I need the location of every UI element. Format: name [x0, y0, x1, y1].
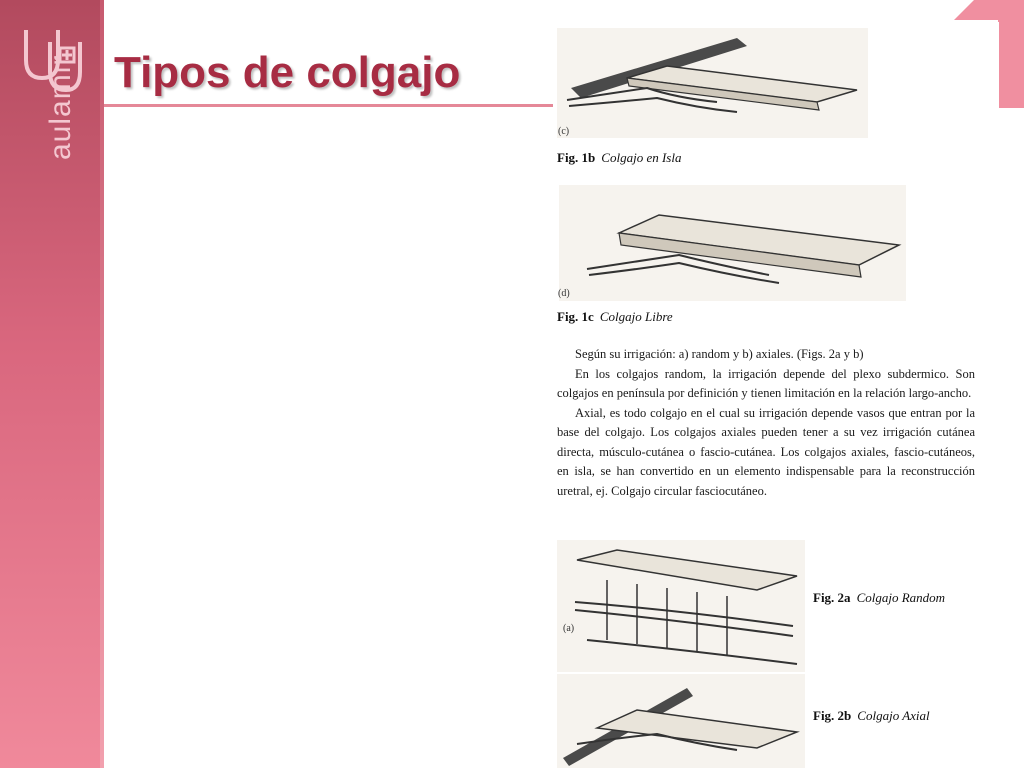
figure-2b-title: Colgajo Axial [857, 708, 930, 723]
figure-1b-letter: (c) [558, 126, 570, 137]
figure-2a-number: Fig. 2a [813, 590, 851, 605]
figure-2a-caption [813, 590, 945, 606]
figure-1b-caption [557, 150, 681, 166]
figure-1c-image [559, 185, 906, 301]
paragraph: Axial, es todo colgajo en el cual su irrigación depende vasos que entran por la base del colgajo. Los colgajos axiales pueden tener a su vez irrigación cutánea directa, músculo-cutánea o fascio-cutánea. Los colgajos axiales, fascio-cutáneos, en isla, se han convertido en un elemento indispensable para la reconstrucción uretral, ej. Colgajo circular fasciocutáneo. [557, 405, 975, 498]
figure-1b-title: Colgajo en Isla [601, 150, 682, 165]
figure-2b-number: Fig. 2b [813, 708, 852, 723]
figure-2a-title: Colgajo Random [856, 590, 946, 605]
figure-2b-caption [813, 708, 930, 724]
slide-title: Tipos de colgajo [114, 48, 461, 97]
figure-1b-number: Fig. 1b [557, 150, 596, 165]
figure-2b-image [557, 674, 805, 768]
figure-1b-image [557, 28, 868, 138]
figure-2a-letter: (a) [563, 623, 575, 634]
figure-1c-caption [557, 309, 673, 325]
document-scan [553, 22, 999, 768]
body-text [557, 345, 975, 501]
paragraph: Según su irrigación: a) random y b) axiales. (Figs. 2a y b) [575, 347, 864, 361]
figure-2a-image [557, 540, 805, 672]
figure-1c-title: Colgajo Libre [599, 309, 673, 324]
side-band-edge [100, 0, 104, 768]
paragraph: En los colgajos random, la irrigación depende del plexo subdermico. Son colgajos en península por definición y tienen limitación en la relación largo-ancho. [557, 366, 975, 400]
logo-text: aulamir [44, 54, 77, 160]
figure-1c-letter: (d) [558, 288, 570, 299]
figure-1c-number: Fig. 1c [557, 309, 594, 324]
